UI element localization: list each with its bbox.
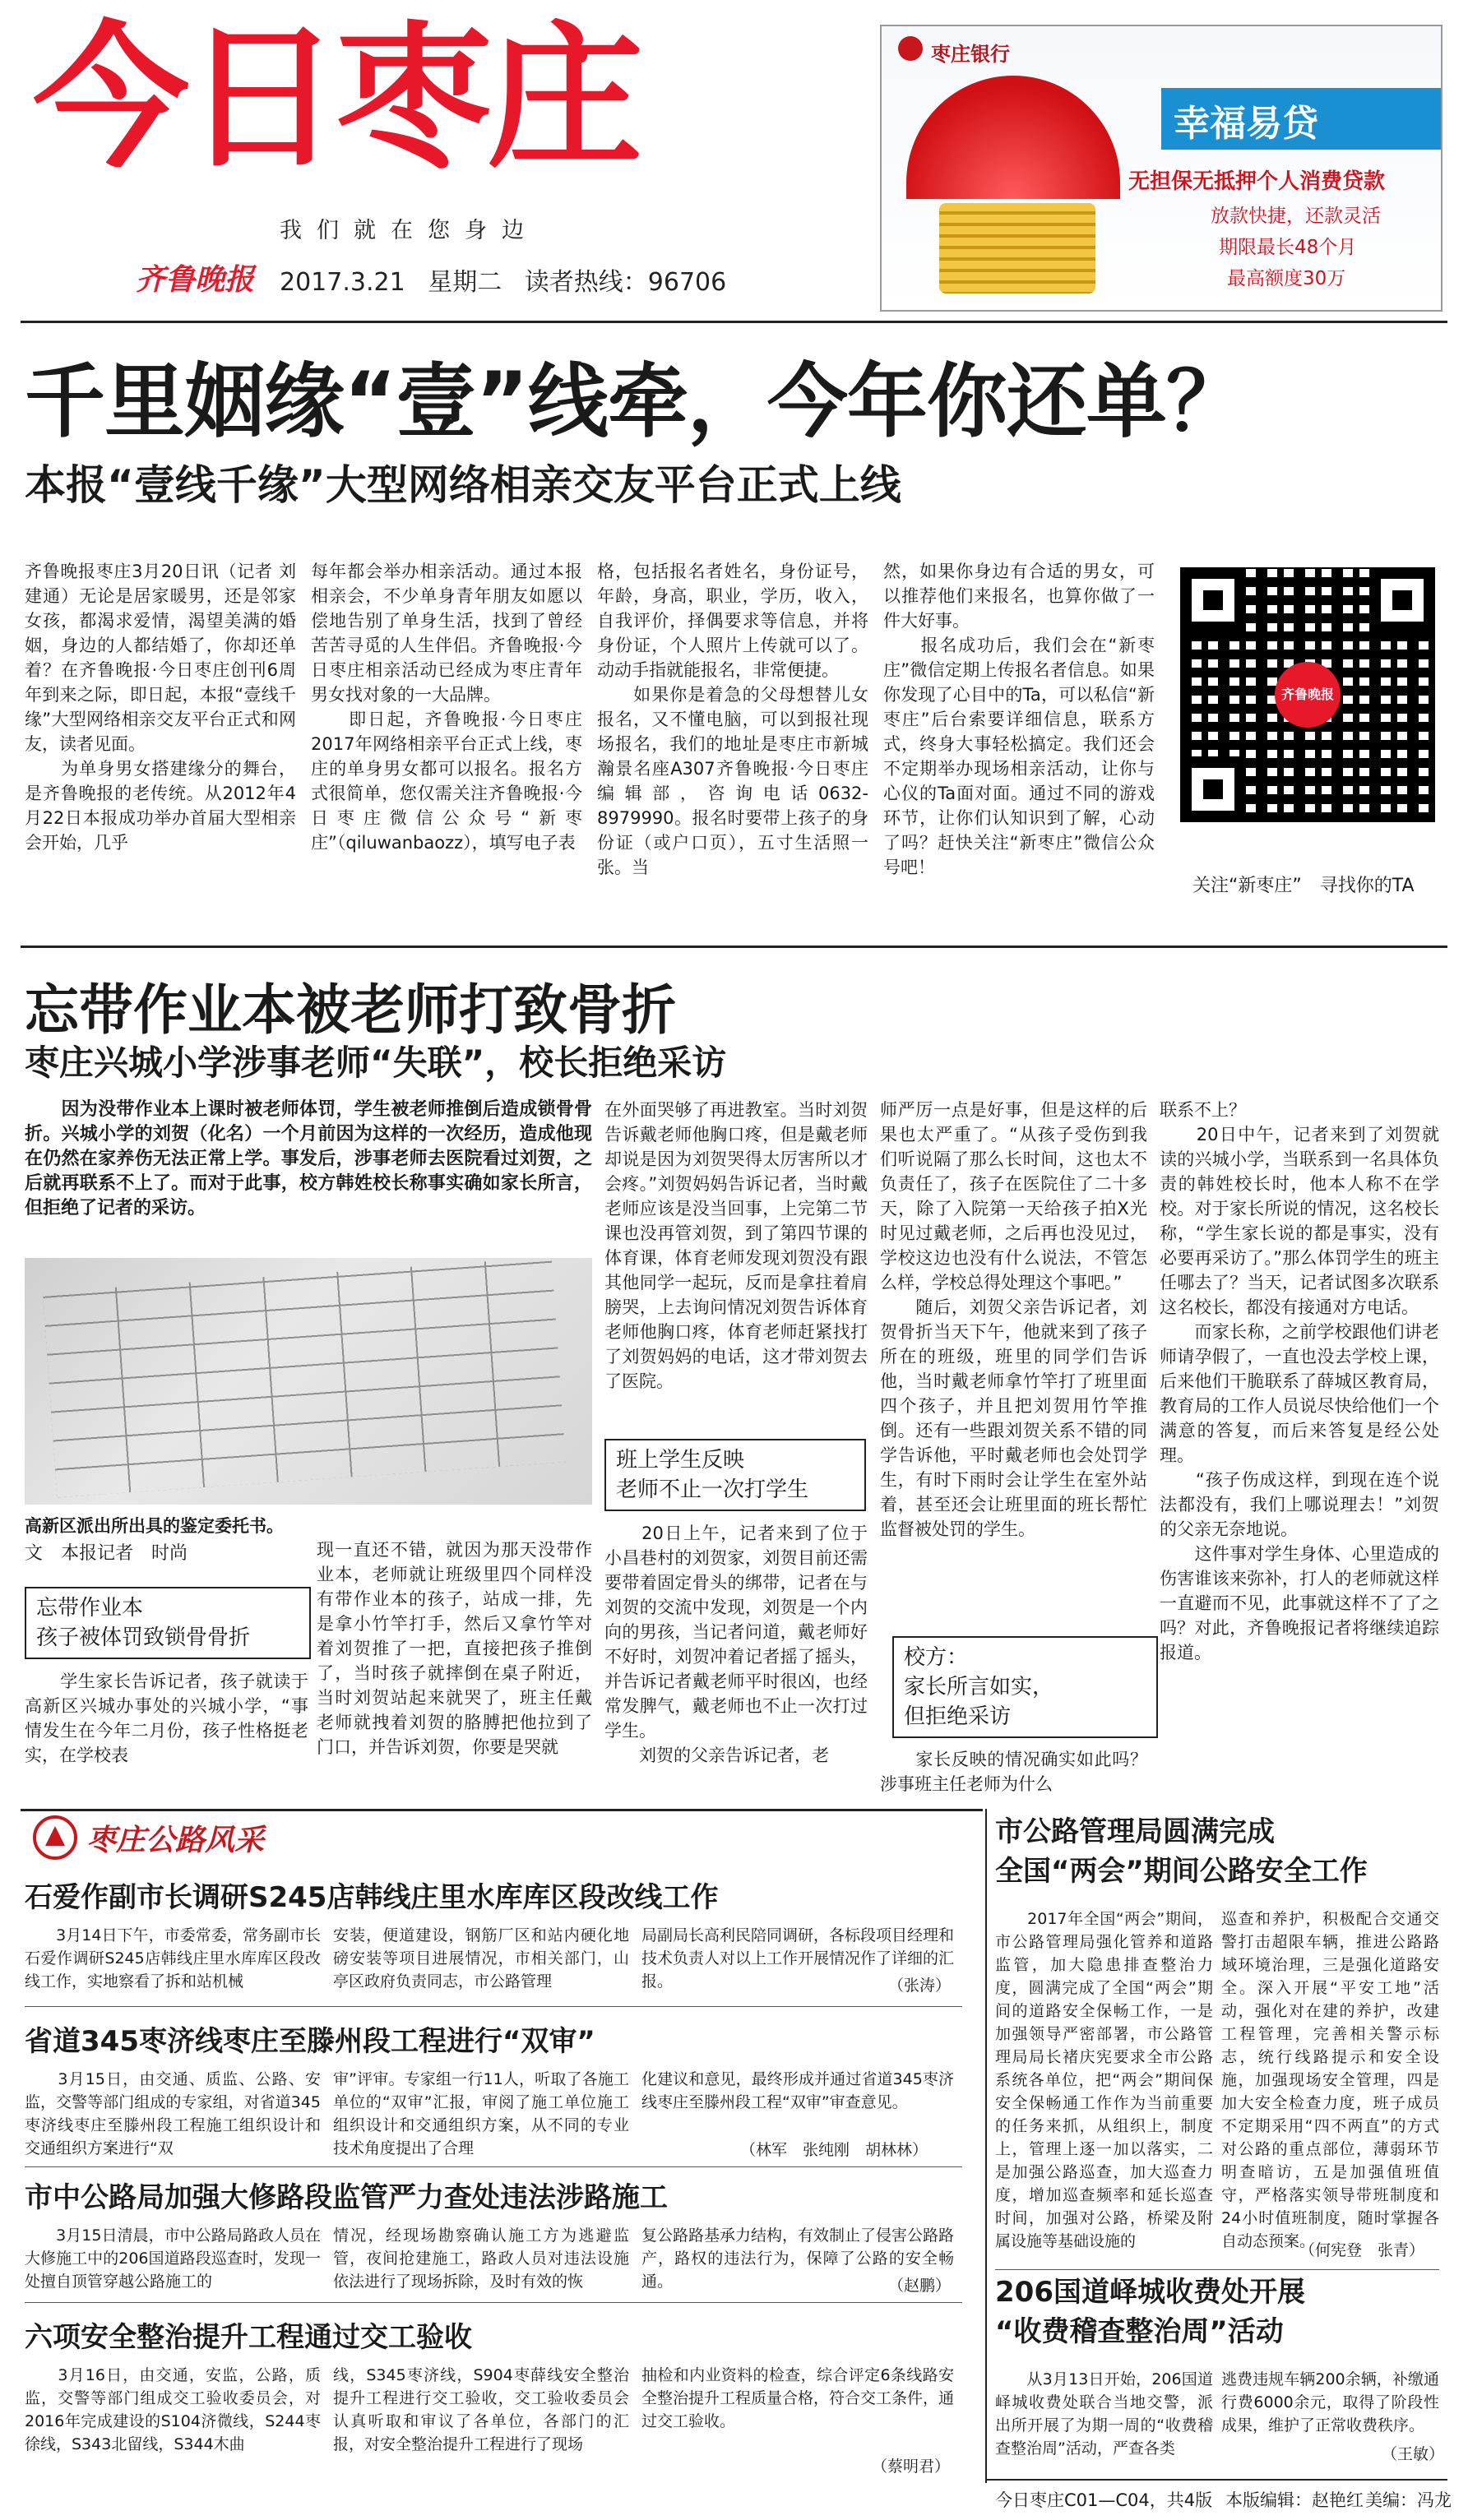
ad-bank-name: 枣庄银行: [931, 43, 1010, 66]
right1-col1: 2017年全国“两会”期间，市公路管理局强化管养和道路监管，加大隐患排查整治力度，圆满完成了全国“两会”期间的道路安全保畅工作，一是加强领导严密部署，市公路管理局局长褚庆宪要求全市公路系统各单位，把“两会”期间保安全保畅通工作作为当前重要的任务来抓，从组织上，制度上，管理上逐一加以落实，二是加强公路巡查，加大巡查力度，增加巡查频率和延长巡查时间，加强对公路，桥梁及附属设施等基础设施的: [995, 1910, 1213, 2250]
divider: [25, 2302, 962, 2303]
qr-finder-icon: [1369, 567, 1435, 633]
news4-col3: 抽检和内业资料的检查，综合评定6条线路安全整治提升工程质量合格，符合交工条件，通过交工验收。: [641, 2366, 955, 2430]
news2-col1: 3月15日，由交通、质监、公路、安监，交警等部门组成的专家组，对省道345枣济线枣庄至滕州段工程施工组织设计和交通组织方案进行“双: [25, 2070, 321, 2157]
masthead-date: 2017.3.21: [280, 268, 405, 297]
article2-box-3: 校方： 家长所言如实， 但拒绝采访: [892, 1636, 1158, 1738]
section-divider: [21, 1809, 983, 1811]
right2-col2: 逃费违规车辆200余辆，补缴通行费6000余元，取得了阶段性成果，维护了正常收费秩序。: [1221, 2370, 1439, 2434]
news4-col1: 3月16日，由交通，安监，公路，质监，交警等部门组成交工验收委员会，对2016年完成建设的S104济微线，S244枣徐线，S343北留线，S344木曲: [25, 2366, 321, 2453]
article1-col1: 齐鲁晚报枣庄3月20日讯（记者 刘建通）无论是居家暖男，还是邻家女孩，都渴求爱情，渴望美满的婚姻，身边的人都结婚了，你却还单着？在齐鲁晚报·今日枣庄创刊6周年到来之际，即日起，本报“壹线千缘”大型网络相亲交友平台正式和网友，读者见面。 为单身男女搭建缘分的舞台，是齐鲁晚报的老传统。从2012年4月22日本报成功举办首届大型相亲会开始，几乎: [25, 562, 296, 853]
masthead-slogan: 我们就在您身边: [280, 218, 539, 243]
article2-box-1: 忘带作业本 孩子被体罚致锁骨骨折: [25, 1587, 311, 1659]
article1-headline: 千里姻缘“壹”线牵，今年你还单？: [25, 355, 1246, 449]
divider: [25, 2006, 962, 2007]
footer-pages: 今日枣庄C01—C04，共4版: [995, 2490, 1213, 2510]
news1-credit: （张涛）: [888, 1977, 952, 1995]
news1-col2: 安装，便道建设，钢筋厂区和站内硬化地磅安装等项目进展情况，市相关部门，山亭区政府负责同志，市公路管理: [333, 1926, 629, 1991]
news3-col1: 3月15日清晨，市中公路局路政人员在大修施工中的206国道路段巡查时，发现一处擅自顶管穿越公路施工的: [25, 2226, 321, 2291]
right2-credit: （王敏）: [1382, 2445, 1445, 2463]
article1-col2: 每年都会举办相亲活动。通过本报相亲会，不少单身青年朋友如愿以偿地告别了单身生活，找到了曾经苦苦寻觅的人生伴侣。齐鲁晚报·今日枣庄相亲活动已经成为枣庄青年男女找对象的一大品牌。 即日起，齐鲁晚报·今日枣庄2017年网络相亲平台正式上线，枣庄的单身男女都可以报名。报名方式很简单，您仅需关注齐鲁晚报·今日枣庄微信公众号“新枣庄”（qiluwanbaozz），填写电子表: [311, 562, 582, 853]
news3-credit: （赵鹏）: [888, 2277, 952, 2295]
news4-headline: 六项安全整治提升工程通过交工验收: [25, 2321, 472, 2354]
article2-headline: 忘带作业本被老师打致骨折: [25, 978, 676, 1042]
footer-rule: [987, 2479, 1447, 2481]
article2-col-c: 在外面哭够了再进教室。当时刘贺告诉戴老师他胸口疼，但是戴老师却说是因为刘贺哭得太厉害所以才会疼。”刘贺妈妈告诉记者，当时戴老师应该是没当回事，上完第二节课也没再管刘贺，到了第四节课的体育课，体育老师发现刘贺没有跟其他同学一起玩，反而是拿拄着肩膀哭，上去询问情况刘贺告诉体育老师他胸口疼，体育老师赶紧找打了刘贺妈妈的电话，这才带刘贺去了医院。: [604, 1100, 868, 1391]
ad-line-4: 最高额度30万: [1227, 268, 1346, 289]
article2-subhead: 枣庄兴城小学涉事老师“失联”，校长拒绝采访: [25, 1043, 727, 1083]
article2-box-2: 班上学生反映 老师不止一次打学生: [604, 1439, 866, 1511]
photo-caption: 高新区派出所出具的鉴定委托书。: [25, 1516, 284, 1536]
article2-col-d: 师严厉一点是好事，但是这样的后果也太严重了。“从孩子受伤到我们听说隔了那么长时间，这也太不负责任了，孩子在医院住了二十多天，除了入院第一天给孩子拍X光时见过戴老师，之后再也没见过，学校这边也没有什么说法，不管怎么样，学校总得处理这个事吧。” 随后，刘贺父亲告诉记者，刘贺骨折当天下午，他就来到了孩子所在的班级，班里的同学们告诉他，当时戴老师拿竹竿打了班里面四个孩子，并且把刘贺用竹竿推倒。还有一些跟刘贺关系不错的同学告诉他，平时戴老师也会处罚学生，有时下雨时会让学生在室外站着，甚至还会让班里面的班长帮忙监督被处罚的学生。: [880, 1100, 1147, 1539]
bank-advertisement[interactable]: [880, 25, 1443, 312]
news4-col2: 线，S345枣济线，S904枣薛线安全整治提升工程进行交工验收，交工验收委员会认真听取和审议了各单位，各部门的汇报，对安全整治提升工程进行了现场: [333, 2366, 629, 2453]
right1-credit: （何宪登 张青）: [1299, 2241, 1425, 2259]
right2-col1: 从3月13日开始，206国道峄城收费处联合当地交警，派出所开展了为期一周的“收费稽查整治周”活动，严查各类: [995, 2370, 1213, 2458]
bank-logo-icon: [898, 36, 923, 61]
news2-col3: 化建议和意见，最终形成并通过省道345枣济线枣庄至滕州段工程“双审”审查意见。: [641, 2070, 954, 2111]
article2-col-d2: 家长反映的情况确实如此吗？涉事班主任老师为什么: [880, 1750, 1147, 1794]
divider: [21, 321, 1447, 323]
news1-col3: 局副局长高利民陪同调研，各标段项目经理和技术负责人对以上工作开展情况作了详细的汇报。: [641, 1926, 955, 1991]
right1-headline-1: 市公路管理局圆满完成: [995, 1815, 1275, 1848]
masthead-title: 今日枣庄: [33, 7, 639, 189]
article1-col3: 格，包括报名者姓名，身份证号，年龄，身高，职业，学历，收入，自我评价，择偶要求等信息，并将身份证，个人照片上传就可以了。动动手指就能报名，非常便捷。 如果你是着急的父母想替儿女报名，又不懂电脑，可以到报社现场报名，我们的地址是枣庄市新城瀚景名座A307齐鲁晚报·今日枣庄编辑部，咨询电话0632-8979990。报名时要带上孩子的身份证（或户口页），五寸生活照一张。当: [597, 562, 868, 877]
ad-slogan: 幸福易贷: [1174, 103, 1318, 145]
article1-subhead: 本报“壹线千缘”大型网络相亲交友平台正式上线: [25, 461, 901, 509]
article2-col-b: 现一直还不错，就因为那天没带作业本，老师就让班级里四个同样没有带作业本的孩子，站成一排，先是拿小竹竿打手，然后又拿竹竿对着刘贺推了一把，直接把孩子推倒了，当时孩子就摔倒在桌子附近，当时刘贺站起来就哭了，班主任戴老师就拽着刘贺的胳膊把他拉到了门口，并告诉刘贺，你要是哭就: [317, 1540, 592, 1757]
news3-headline: 市中公路局加强大修路段监管严力查处违法涉路施工: [25, 2181, 668, 2214]
column-divider: [985, 1809, 987, 2483]
divider: [25, 2166, 962, 2167]
news4-credit: （蔡明君）: [872, 2458, 951, 2476]
ad-line-2: 放款快捷，还款灵活: [1211, 206, 1381, 227]
divider: [995, 2269, 1439, 2270]
news2-headline: 省道345枣济线枣庄至滕州段工程进行“双审”: [25, 2025, 595, 2058]
article2-col-e: 联系不上？ 20日中午，记者来到了刘贺就读的兴城小学，当联系到一名具体负责的韩姓校长时，他本人称不在学校。对于家长所说的情况，这名校长称，“学生家长说的都是事实，没有必要再采访了。”那么体罚学生的班主任哪去了？当天，记者试图多次联系这名校长，都没有接通对方电话。 而家长称，之前学校跟他们讲老师请孕假了，一直也没去学校上课，后来他们干脆联系了薛城区教育局，教育局的工作人员说尽快给他们一个满意的答复，而后来答复是经公处理。 “孩子伤成这样，到现在连个说法都没有，我们上哪说理去！”刘贺的父亲无奈地说。 这件事对学生身体、心里造成的伤害谁该来弥补，打人的老师就这样一直避而不见，此事就这样不了了之吗？对此，齐鲁晚报记者将继续追踪报道。: [1160, 1100, 1439, 1662]
article2-byline: 文 本报记者 时尚: [25, 1543, 188, 1564]
masthead-brand: 齐鲁晚报: [136, 262, 255, 297]
qr-caption: 关注“新枣庄” 寻找你的TA: [1192, 876, 1415, 896]
news3-col3: 复公路路基承力结构，有效制止了侵害公路路产，路权的违法行为，保障了公路的安全畅通。: [641, 2226, 955, 2291]
divider: [21, 946, 1447, 948]
footer-editor: 本版编辑：赵艳红: [1225, 2490, 1364, 2510]
road-emblem-icon: [33, 1815, 77, 1860]
ad-line-1: 无担保无抵押个人消费贷款: [1128, 169, 1386, 194]
news3-col2: 情况，经现场勘察确认施工方为逃避监管，夜间抢建施工，路政人员对违法设施依法进行了现场拆除，及时有效的恢: [333, 2226, 629, 2291]
article2-lead: 因为没带作业本上课时被老师体罚，学生被老师推倒后造成锁骨骨折。兴城小学的刘贺（化名）一个月前因为这样的一次经历，造成他现在仍然在家养伤无法正常上学。事发后，涉事老师去医院看过刘贺，之后就再联系不上了。而对于此事，校方韩姓校长称事实确如家长所言，但拒绝了记者的采访。: [25, 1099, 592, 1218]
qr-finder-icon: [1180, 756, 1246, 822]
article2-col-a: 学生家长告诉记者，孩子就读于高新区兴城办事处的兴城小学，“事情发生在今年二月份，孩子性格挺老实，在学校表: [25, 1672, 308, 1765]
news2-credit: （林军 张纯刚 胡林林）: [740, 2141, 928, 2159]
footer-designer: 美编：冯龙: [1365, 2490, 1452, 2510]
masthead-info: [280, 261, 741, 298]
qr-finder-icon: [1180, 567, 1246, 633]
masthead-weekday: 星期二: [428, 268, 502, 297]
right1-headline-2: 全国“两会”期间公路安全工作: [995, 1855, 1368, 1888]
document-photo: [25, 1258, 592, 1505]
right2-headline-1: 206国道峄城收费处开展: [995, 2276, 1305, 2309]
article1-col4: 然，如果你身边有合适的男女，可以推荐他们来报名，也算你做了一件大好事。 报名成功后，我们会在“新枣庄”微信定期上传报名者信息。如果你发现了心目中的Ta，可以私信“新枣庄”后台索要详细信息，联系方式，终身大事轻松搞定。我们还会不定期举办现场相亲活动，让你与心仪的Ta面对面。通过不同的游戏环节，让你们认知识到了解，心动了吗？赶快关注“新枣庄”微信公众号吧！: [883, 562, 1155, 877]
gold-coins-icon: [939, 203, 1095, 294]
qr-code[interactable]: [1180, 567, 1435, 822]
form-grid-image: [43, 1257, 566, 1498]
masthead-hotline: 读者热线：96706: [524, 268, 727, 297]
article2-col-c2: 20日上午，记者来到了位于小昌巷村的刘贺家，刘贺目前还需要带着固定骨头的绑带，记者在与刘贺的交流中发现，刘贺是一个内向的男孩，当记者问道，戴老师好不好时，刘贺冲着记者摇了摇头，并告诉记者戴老师平时很凶，也经常发脾气，戴老师也不止一次打过学生。 刘贺的父亲告诉记者，老: [604, 1524, 868, 1765]
ad-line-3: 期限最长48个月: [1219, 237, 1357, 258]
umbrella-icon: [906, 76, 1120, 199]
qr-center-logo: 齐鲁晚报: [1275, 662, 1341, 728]
section-title: 枣庄公路风采: [86, 1823, 265, 1857]
right1-col2: 巡查和养护，积极配合交通交警打击超限车辆，推进公路路域环境治理，三是强化道路安全。深入开展“平安工地”活动，强化对在建的养护，改建工程管理，完善相关警示标志，统行线路提示和安全设施，加强现场安全管理，四是加大安全检查力度，班子成员不定期采用“四不两直”的方式对公路的重点部位，薄弱环节明查暗访，五是加强值班值守，严格落实领导带班制度和24小时值班制度，随时掌握各自动态预案。: [1221, 1910, 1439, 2250]
news1-headline: 石爱作副市长调研S245店韩线庄里水库库区段改线工作: [25, 1881, 719, 1914]
news1-col1: 3月14日下午，市委常委，常务副市长石爱作调研S245店韩线庄里水库库区段改线工作，实地察看了拆和站机械: [25, 1926, 321, 1991]
news2-col2: 审”评审。专家组一行11人，听取了各施工单位的“双审”汇报，审阅了施工单位施工组织设计和交通组织方案，从不同的专业技术角度提出了合理: [333, 2070, 629, 2157]
right2-headline-2: “收费稽查整治周”活动: [995, 2315, 1284, 2348]
